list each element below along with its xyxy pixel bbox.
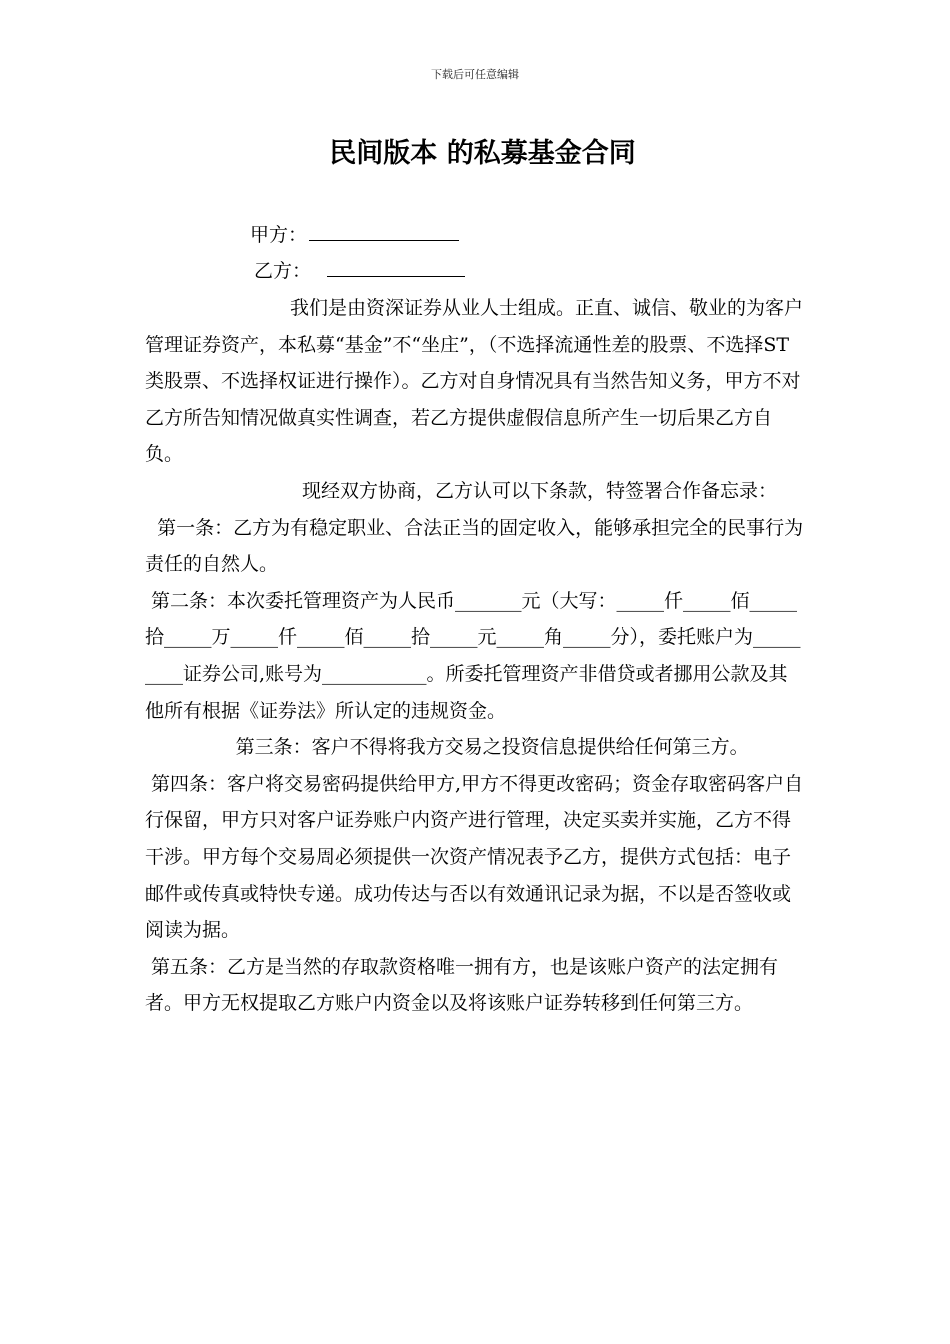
party-a-blank bbox=[309, 222, 459, 241]
party-b-line bbox=[254, 257, 465, 285]
article-3: 第三条：客户不得将我方交易之投资信息提供给任何第三方。 bbox=[145, 736, 749, 759]
party-a-line bbox=[250, 221, 459, 249]
party-b-label: 乙方： bbox=[254, 260, 312, 282]
document-title: 民间版本 的私募基金合同 bbox=[329, 138, 636, 169]
article-5: 第五条：乙方是当然的存取款资格唯一拥有方，也是该账户资产的法定拥有者。甲方无权提取乙方账户内资金以及将该账户证券转移到任何第三方。 bbox=[145, 955, 779, 1015]
article-2: 第二条：本次委托管理资产为人民币_______元（大写：_____仟_____佰_____拾_____万_____仟_____佰_____拾_____元_____角_____分），委托账户为_________证券公司,账号为___________。所委托管理资产非借贷或者挪用公款及其他所有根据《证券法》所认定的违规资金。 bbox=[145, 589, 801, 722]
contract-body bbox=[145, 290, 805, 1022]
paragraph-intro: 我们是由资深证券从业人士组成。正直、诚信、敬业的为客户管理证券资产，本私募“基金”不“坐庄”，（不选择流通性差的股票、不选择ST类股票、不选择权证进行操作）。乙方对自身情况具有当然告知义务，甲方不对乙方所告知情况做真实性调查，若乙方提供虚假信息所产生一切后果乙方自负。 bbox=[145, 297, 803, 466]
paragraph-agreement: 现经双方协商，乙方认可以下条款，特签署合作备忘录： bbox=[145, 479, 778, 502]
article-4: 第四条：客户将交易密码提供给甲方,甲方不得更改密码；资金存取密码客户自行保留，甲方只对客户证券账户内资产进行管理，决定买卖并实施，乙方不得干涉。甲方每个交易周必须提供一次资产情况表予乙方，提供方式包括：电子邮件或传真或特快专递。成功传达与否以有效通讯记录为据，不以是否签收或阅读为据。 bbox=[145, 772, 804, 942]
party-b-blank bbox=[327, 258, 465, 277]
article-1: 第一条：乙方为有稳定职业、合法正当的固定收入，能够承担完全的民事行为责任的自然人。 bbox=[145, 516, 804, 576]
party-a-label: 甲方： bbox=[250, 224, 308, 246]
header-note: 下载后可任意编辑 bbox=[431, 68, 519, 81]
